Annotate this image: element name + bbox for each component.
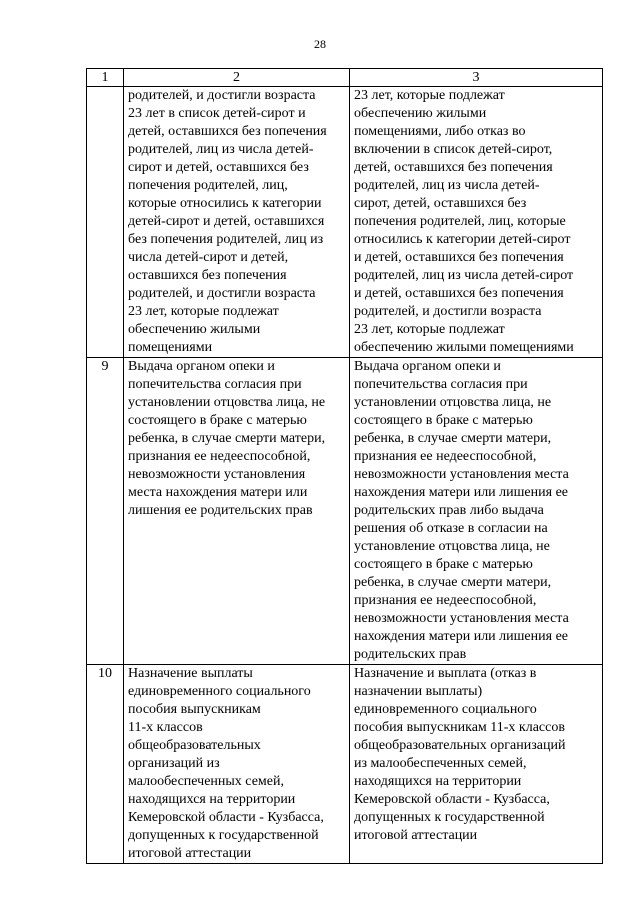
service-name-cell: родителей, и достигли возраста 23 лет в список детей-сирот и детей, оставшихся без попечения родителей, лиц из числа детей- сирот и детей, оставшихся без попечения родителей, лиц, которые относились к категории детей-сирот и детей, оставшихся без попечения родителей, лиц из числа детей-сирот и детей, оставшихся без попечения родителей, и достигли возраста 23 лет, которые подлежат обеспечению жилыми помещениями — [124, 87, 350, 358]
table-row — [87, 358, 603, 665]
header-col-2: 2 — [124, 69, 350, 87]
table-row — [87, 87, 603, 358]
service-result-cell: 23 лет, которые подлежат обеспечению жилыми помещениями, либо отказ во включении в список детей-сирот, детей, оставшихся без попечения родителей, лиц из числа детей- сирот, детей, оставшихся без попечения родителей, лиц, которые относились к категории детей-сирот и детей, оставшихся без попечения родителей, лиц из числа детей-сирот и детей, оставшихся без попечения родителей, и достигли возраста 23 лет, которые подлежат обеспечению жилыми помещениями — [350, 87, 603, 358]
service-result-cell: Выдача органом опеки и попечительства согласия при установлении отцовства лица, не состоящего в браке с матерью ребенка, в случае смерти матери, признания ее недееспособной, невозможности установления места нахождения матери или лишения ее родительских прав либо выдача решения об отказе в согласии на установление отцовства лица, не состоящего в браке с матерью ребенка, в случае смерти матери, признания ее недееспособной, невозможности установления места нахождения матери или лишения ее родительских прав — [350, 358, 603, 665]
row-number — [87, 87, 124, 358]
row-number: 9 — [87, 358, 124, 665]
service-result-cell: Назначение и выплата (отказ в назначении выплаты) единовременного социального пособия выпускникам 11-х классов общеобразовательных организаций из малообеспеченных семей, находящихся на территории Кемеровской области - Кузбасса, допущенных к государственной итоговой аттестации — [350, 665, 603, 864]
table-row — [87, 665, 603, 864]
service-name-cell: Назначение выплаты единовременного социального пособия выпускникам 11-х классов общеобразовательных организаций из малообеспеченных семей, находящихся на территории Кемеровской области - Кузбасса, допущенных к государственной итоговой аттестации — [124, 665, 350, 864]
services-table — [86, 68, 603, 864]
row-number: 10 — [87, 665, 124, 864]
service-name-cell: Выдача органом опеки и попечительства согласия при установлении отцовства лица, не состоящего в браке с матерью ребенка, в случае смерти матери, признания ее недееспособной, невозможности установления места нахождения матери или лишения ее родительских прав — [124, 358, 350, 665]
table-header-row — [87, 69, 603, 87]
page-number: 28 — [314, 37, 326, 51]
header-col-1: 1 — [87, 69, 124, 87]
header-col-3: 3 — [350, 69, 603, 87]
